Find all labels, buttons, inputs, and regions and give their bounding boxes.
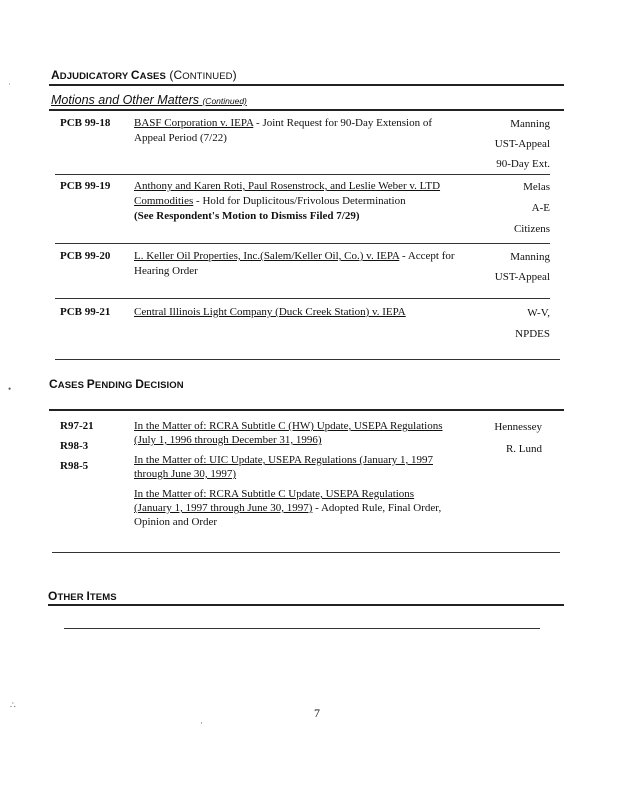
case-type: UST-Appeal <box>494 271 550 283</box>
case-parties: L. Keller Oil Properties, Inc.(Salem/Keller Oil, Co.) v. IEPA <box>134 250 400 262</box>
heading-smallcaps: ASES <box>139 71 166 82</box>
pending-docket-numbers <box>60 416 94 476</box>
heading-smallcaps: ASES <box>57 380 87 391</box>
case-parties: BASF Corporation v. IEPA <box>134 117 254 129</box>
scan-speck: ˙ <box>8 82 11 92</box>
page-number: 7 <box>314 706 320 720</box>
heading-rule <box>49 84 564 86</box>
case-description <box>134 249 464 279</box>
heading-initial: I <box>86 589 90 603</box>
case-note: Citizens <box>513 223 550 235</box>
heading-initial: C <box>130 68 140 82</box>
assigned-member: Manning <box>510 118 550 130</box>
case-side-info <box>515 303 550 345</box>
scan-speck: · <box>200 718 203 728</box>
pending-item <box>134 419 454 447</box>
row-divider <box>55 174 550 175</box>
heading-rule <box>48 604 564 606</box>
pending-side-info <box>494 416 542 460</box>
heading-initial: C <box>173 68 183 82</box>
row-divider <box>55 298 550 299</box>
case-side-info <box>495 247 550 287</box>
row-divider <box>55 243 550 244</box>
case-row <box>55 249 550 295</box>
heading-smallcaps: THER <box>57 592 87 603</box>
case-action: - Joint Request for 90-Day Extension of Appeal Period (7/22) <box>134 117 433 144</box>
case-parties: Anthony and Karen Roti, Paul Rosenstrock, and Leslie Weber v. LTD Commodities <box>134 180 441 207</box>
case-action: - Hold for Duplicitous/Frivolous Determination <box>193 195 406 207</box>
case-parties: Central Illinois Light Company (Duck Creek Station) v. IEPA <box>134 306 406 318</box>
heading-rule <box>49 409 564 411</box>
scan-speck: ∴ <box>10 700 16 710</box>
pending-item-title: In the Matter of: RCRA Subtitle C (HW) Update, USEPA Regulations (July 1, 1996 through December 31, 1996) <box>134 420 443 446</box>
scan-speck: • <box>8 384 12 394</box>
section-end-rule <box>55 359 560 360</box>
assigned-member: Melas <box>523 181 550 193</box>
subsection-suffix: (Continued) <box>202 96 247 106</box>
case-number: PCB 99-21 <box>60 306 111 318</box>
case-description <box>134 305 464 320</box>
heading-initial: P <box>86 377 95 391</box>
case-note: 90-Day Ext. <box>496 158 550 170</box>
subsection-heading-motions <box>51 93 247 107</box>
pending-item <box>134 487 454 529</box>
heading-smallcaps: DJUDICATORY <box>59 71 131 82</box>
docket-number: R98-5 <box>60 460 89 472</box>
pending-item-rest: - Adopted Rule, Final Order, Opinion and Order <box>134 502 442 528</box>
section-end-rule <box>52 552 560 553</box>
case-description <box>134 116 464 146</box>
heading-paren: ) <box>232 68 237 82</box>
case-row <box>55 179 550 241</box>
heading-initial: A <box>51 68 60 82</box>
case-action: - Accept for Hearing Order <box>134 250 455 277</box>
case-type: A-E <box>531 202 550 214</box>
subsection-rule <box>49 109 564 111</box>
pending-item-title: In the Matter of: RCRA Subtitle C Update, USEPA Regulations (January 1, 1997 through June 30, 1997) <box>134 488 415 514</box>
section-heading-other <box>48 589 117 603</box>
case-description <box>134 179 464 224</box>
case-side-info <box>495 114 550 174</box>
pending-item-title: In the Matter of: UIC Update, USEPA Regulations (January 1, 1997 through June 30, 1997) <box>134 454 433 480</box>
assigned-member: R. Lund <box>505 443 542 455</box>
heading-smallcaps: ENDING <box>94 380 136 391</box>
heading-smallcaps: TEMS <box>89 592 117 603</box>
pending-descriptions <box>134 419 454 535</box>
heading-initial: C <box>49 377 58 391</box>
case-number: PCB 99-19 <box>60 180 111 192</box>
assigned-member: W-V, <box>527 307 550 319</box>
heading-paren: ( <box>165 68 174 82</box>
case-type: UST-Appeal <box>494 138 550 150</box>
case-side-info <box>514 177 550 240</box>
docket-number: R98-3 <box>60 440 89 452</box>
assigned-member: Hennessey <box>494 421 542 433</box>
case-type: NPDES <box>515 328 550 340</box>
section-heading-pending <box>49 377 184 391</box>
heading-initial: D <box>135 377 144 391</box>
docket-number: R97-21 <box>60 420 94 432</box>
case-number: PCB 99-18 <box>60 117 111 129</box>
heading-initial: O <box>48 589 58 603</box>
pending-item <box>134 453 454 481</box>
case-row <box>55 116 550 174</box>
heading-smallcaps: ONTINUED <box>182 71 233 82</box>
case-number: PCB 99-20 <box>60 250 111 262</box>
assigned-member: Manning <box>510 251 550 263</box>
case-bold-note: (See Respondent's Motion to Dismiss Filed 7/29) <box>134 210 360 222</box>
section-heading-adjudicatory <box>51 68 237 82</box>
subsection-title: Motions and Other Matters <box>51 93 199 107</box>
case-row <box>55 305 550 355</box>
heading-smallcaps: ECISION <box>143 380 184 391</box>
section-end-rule <box>64 628 540 629</box>
